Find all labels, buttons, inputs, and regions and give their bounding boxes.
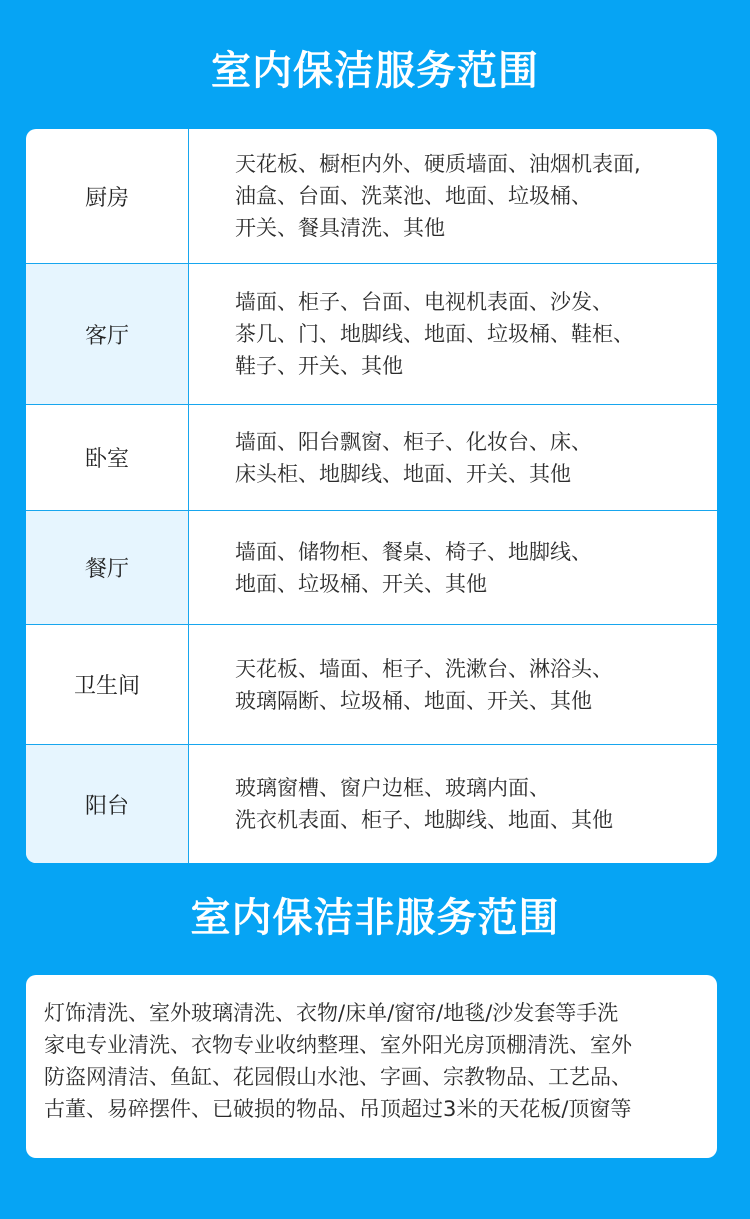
service-scope-title: 室内保洁服务范围 [211, 48, 539, 94]
room-items-cell [189, 745, 717, 863]
service-scope-table [26, 129, 717, 863]
room-label-living-room: 客厅 [26, 264, 189, 404]
room-label-bathroom: 卫生间 [26, 625, 189, 744]
room-items-dining-room: 墙面、储物柜、餐桌、椅子、地脚线、 地面、垃圾桶、开关、其他 [235, 539, 592, 596]
non-service-scope-card [26, 975, 717, 1158]
table-row-bedroom [26, 404, 717, 510]
table-row-kitchen [26, 129, 717, 263]
table-row-balcony [26, 744, 717, 863]
room-items-balcony: 玻璃窗槽、窗户边框、玻璃内面、 洗衣机表面、柜子、地脚线、地面、其他 [235, 776, 613, 832]
room-items-cell [189, 405, 717, 510]
room-items-bathroom: 天花板、墙面、柜子、洗漱台、淋浴头、 玻璃隔断、垃圾桶、地面、开关、其他 [235, 656, 613, 713]
room-items-cell [189, 511, 717, 624]
room-items-cell [189, 129, 717, 263]
room-label-kitchen: 厨房 [26, 129, 189, 263]
table-row-dining-room [26, 510, 717, 624]
room-label-balcony: 阳台 [26, 745, 189, 863]
room-label-dining-room: 餐厅 [26, 511, 189, 624]
room-items-kitchen: 天花板、橱柜内外、硬质墙面、油烟机表面, 油盒、台面、洗菜池、地面、垃圾桶、 开关、餐具清洗、其他 [235, 152, 641, 240]
room-items-bedroom: 墙面、阳台飘窗、柜子、化妆台、床、 床头柜、地脚线、地面、开关、其他 [235, 429, 592, 486]
table-row-living-room [26, 263, 717, 404]
non-service-scope-text: 灯饰清洗、室外玻璃清洗、衣物/床单/窗帘/地毯/沙发套等手洗 家电专业清洗、衣物专业收纳整理、室外阳光房顶棚清洗、室外 防盗网清洁、鱼缸、花园假山水池、字画、宗教物品、工艺品、 古董、易碎摆件、已破损的物品、吊顶超过3米的天花板/顶窗等 [44, 1001, 632, 1121]
table-row-bathroom [26, 624, 717, 744]
non-service-scope-title: 室内保洁非服务范围 [190, 895, 560, 941]
room-items-living-room: 墙面、柜子、台面、电视机表面、沙发、 茶几、门、地脚线、地面、垃圾桶、鞋柜、 鞋子、开关、其他 [235, 290, 634, 378]
room-items-cell [189, 264, 717, 404]
room-items-cell [189, 625, 717, 744]
room-label-bedroom: 卧室 [26, 405, 189, 510]
